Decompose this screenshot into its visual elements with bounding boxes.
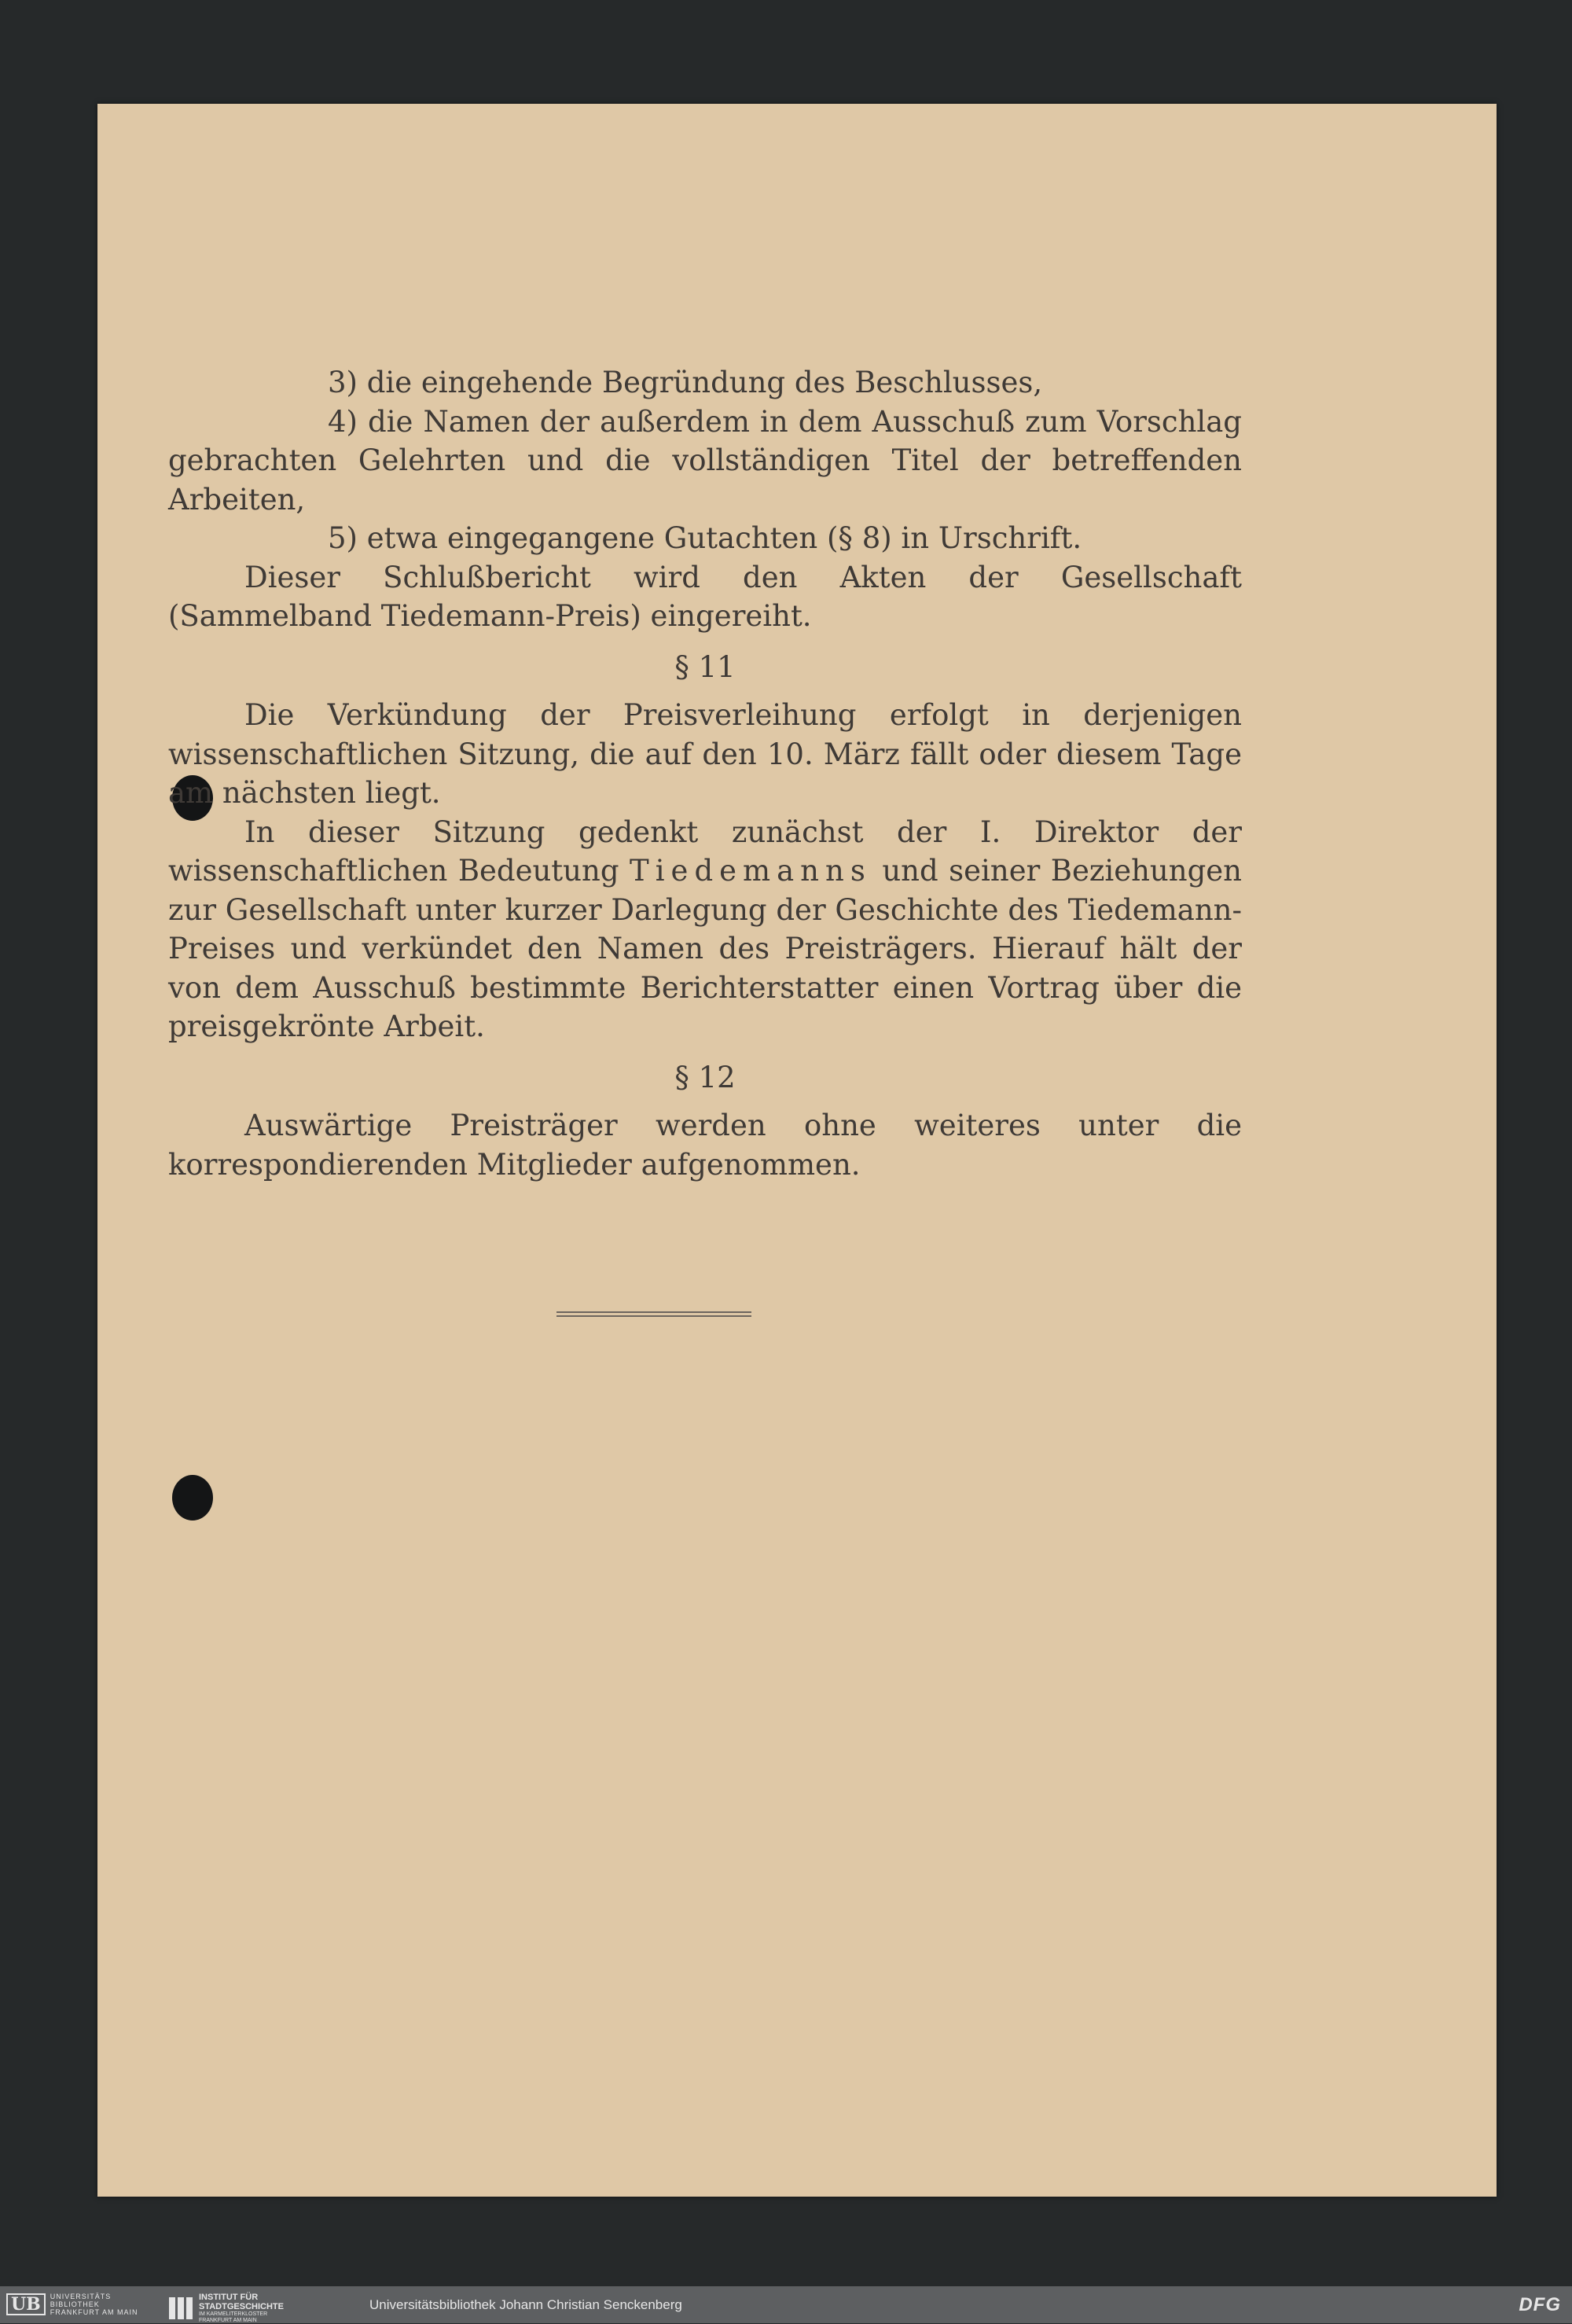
institut-logo-icon <box>169 2297 193 2319</box>
paragraph-11-1: Die Verkündung der Preisverleihung erfolgt in derjenigen wissenschaftlichen Sitzung, die auf den 10. März fällt oder diesem Tage am nächsten liegt. <box>168 698 1242 810</box>
ub-line-3: FRANKFURT AM MAIN <box>50 2308 138 2316</box>
paragraph-11-2-before: In dieser Sitzung gedenkt zunächst der I. Direktor der wissenschaftlichen Bedeutung <box>168 815 1242 888</box>
section-heading-11: § 11 <box>674 649 736 684</box>
ub-logo-text <box>50 2293 138 2316</box>
paragraph-11-2 <box>168 813 1242 1046</box>
viewer-footer <box>0 2286 1572 2323</box>
ub-line-1: UNIVERSITÄTS <box>50 2293 112 2300</box>
institut-logo-text <box>199 2293 284 2324</box>
inst-line-3: IM KARMELITERKLOSTER <box>199 2311 268 2317</box>
inst-line-4: FRANKFURT AM MAIN <box>199 2318 257 2323</box>
section-heading-12: § 12 <box>674 1060 736 1094</box>
punch-hole-bottom <box>172 1475 213 1521</box>
list-item-5: 5) etwa eingegangene Gutachten (§ 8) in Urschrift. <box>328 521 1082 555</box>
paragraph-11-2-after: und seiner Beziehungen zur Gesellschaft unter kurzer Darlegung der Geschichte des Tiedemann-Preises und verkündet den Namen des Preisträgers. Hierauf hält der von dem Ausschuß bestimmte Berichterstatter einen Vortrag über die preisgekrönte Arbeit. <box>168 854 1243 1043</box>
paragraph-11-2-name: Tiedemanns <box>630 854 872 888</box>
list-item-3: 3) die eingehende Begründung des Beschlusses, <box>328 366 1043 399</box>
list-item-4: 4) die Namen der außerdem in dem Ausschuß zum Vorschlag gebrachten Gelehrten und die vollständigen Titel der betreffenden Arbeiten, <box>168 404 1242 517</box>
institut-logo[interactable] <box>169 2293 284 2324</box>
ub-logo[interactable] <box>6 2293 138 2316</box>
inst-line-1: INSTITUT FÜR <box>199 2293 259 2302</box>
paragraph-12-1: Auswärtige Preisträger werden ohne weiteres unter die korrespondierenden Mitglieder aufgenommen. <box>168 1109 1242 1182</box>
paragraph-schlussbericht: Dieser Schlußbericht wird den Akten der Gesellschaft (Sammelband Tiedemann-Preis) eingereiht. <box>168 560 1242 633</box>
document-text <box>168 363 1242 1184</box>
ub-line-2: BIBLIOTHEK <box>50 2300 100 2308</box>
dfg-logo[interactable]: DFG <box>1519 2294 1561 2315</box>
ub-logo-mark: UB <box>6 2293 46 2315</box>
end-rule <box>556 1311 751 1317</box>
inst-line-2: STADTGESCHICHTE <box>199 2302 284 2311</box>
library-name[interactable]: Universitätsbibliothek Johann Christian Senckenberg <box>369 2297 682 2312</box>
